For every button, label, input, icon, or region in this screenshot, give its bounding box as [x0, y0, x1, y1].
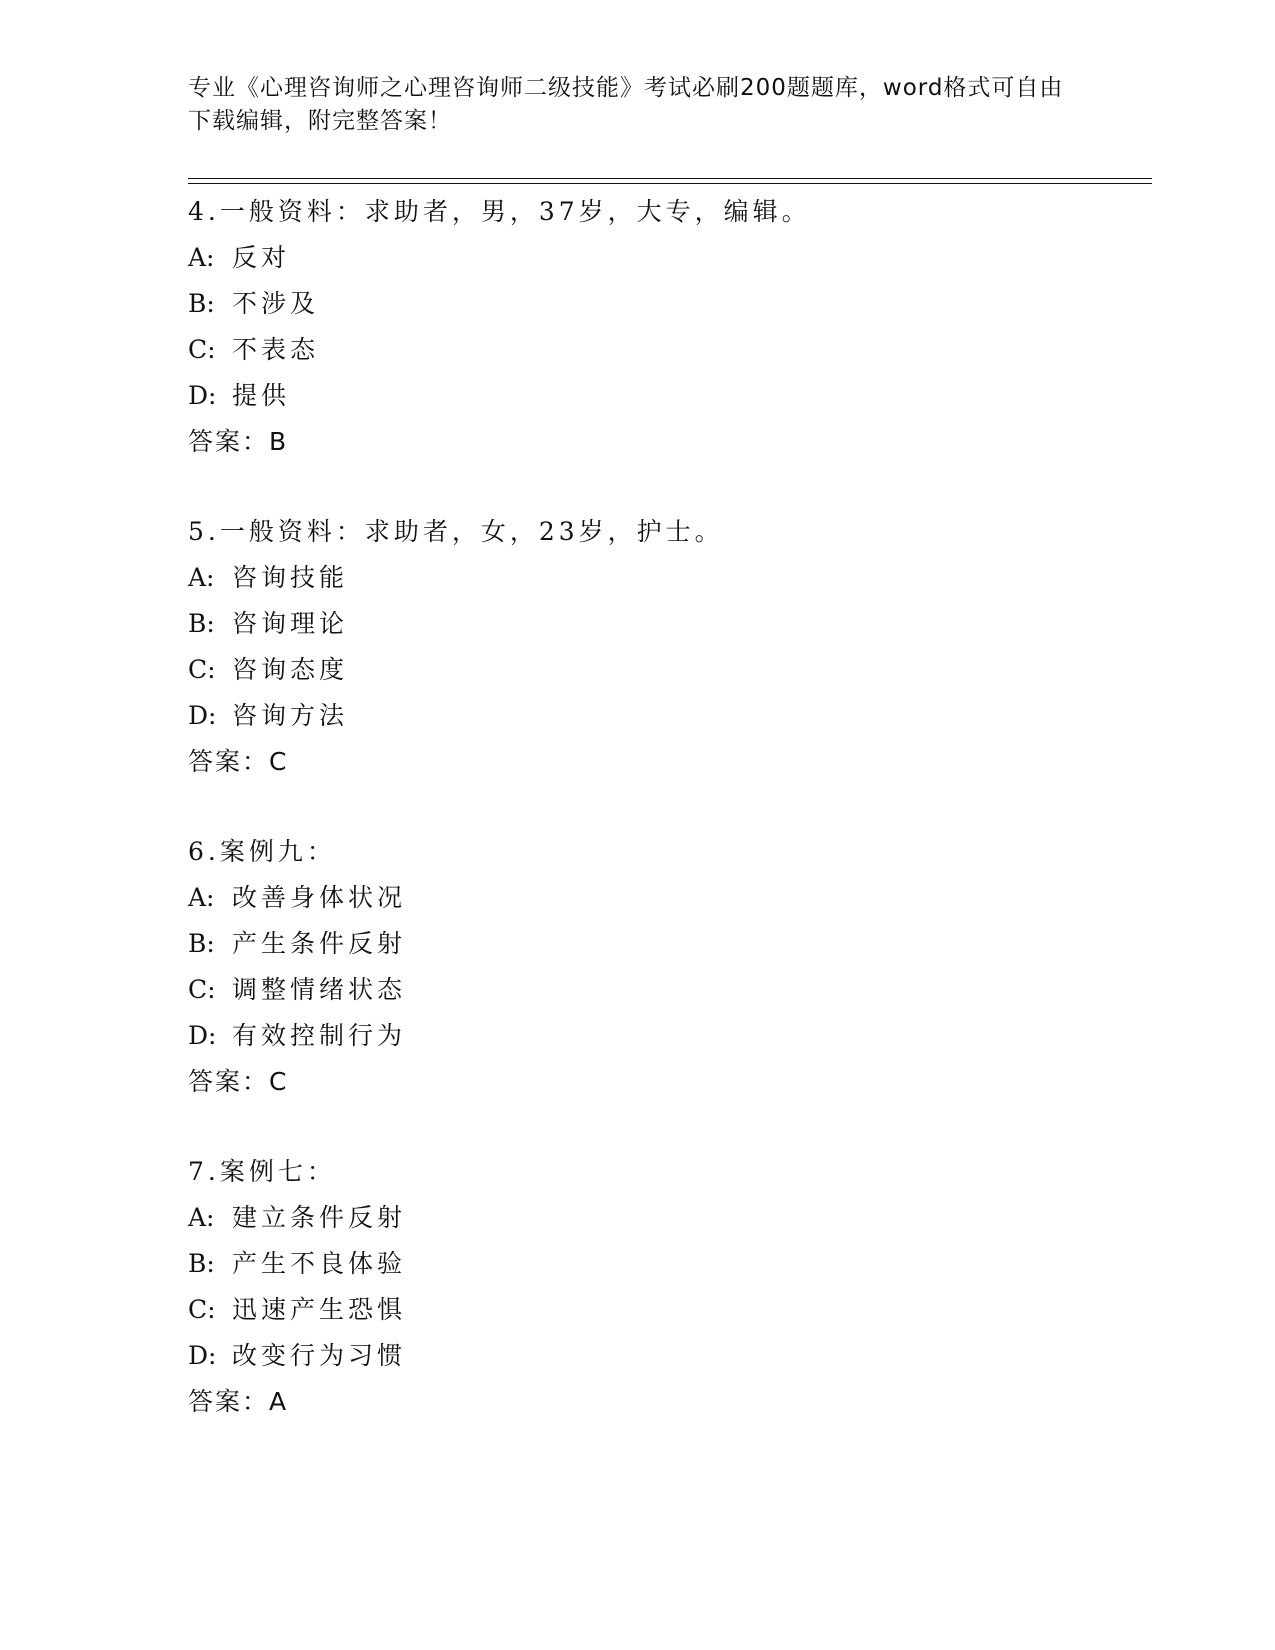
option-b [188, 601, 1152, 647]
option-text: 有效控制行为 [232, 1021, 407, 1050]
option-text: 咨询方法 [232, 701, 349, 730]
option-text: 建立条件反射 [232, 1203, 407, 1232]
option-letter: C: [188, 655, 216, 684]
option-letter: A: [188, 1203, 215, 1232]
question-answer: 答案：B [188, 427, 289, 456]
question-answer: 答案：C [188, 1067, 289, 1096]
option-text: 咨询理论 [232, 609, 349, 638]
option-b [188, 1241, 1152, 1287]
question-stem: 5.一般资料：求助者，女，23岁，护士。 [188, 517, 724, 546]
option-d [188, 373, 1152, 419]
option-b [188, 281, 1152, 327]
question-list [188, 189, 1152, 1469]
option-text: 产生不良体验 [232, 1249, 407, 1278]
option-text: 迅速产生恐惧 [232, 1295, 407, 1324]
question-answer: 答案：C [188, 747, 289, 776]
option-text: 不表态 [232, 335, 320, 364]
option-c [188, 327, 1152, 373]
option-letter: B: [188, 609, 215, 638]
option-a [188, 1195, 1152, 1241]
question-4 [188, 189, 1152, 465]
question-stem: 4.一般资料：求助者，男，37岁，大专，编辑。 [188, 197, 811, 226]
option-letter: B: [188, 929, 215, 958]
option-a [188, 875, 1152, 921]
header-divider-bottom [188, 183, 1152, 184]
option-letter: D: [188, 1341, 217, 1370]
option-letter: A: [188, 563, 215, 592]
option-letter: D: [188, 1021, 217, 1050]
option-letter: D: [188, 381, 217, 410]
option-letter: A: [188, 883, 215, 912]
option-text: 改变行为习惯 [232, 1341, 407, 1370]
option-d [188, 1013, 1152, 1059]
option-c [188, 1287, 1152, 1333]
option-letter: B: [188, 289, 215, 318]
option-text: 咨询技能 [232, 563, 349, 592]
option-text: 提供 [232, 381, 291, 410]
question-stem: 7.案例七： [188, 1157, 336, 1186]
question-5 [188, 509, 1152, 785]
option-text: 咨询态度 [232, 655, 349, 684]
question-6 [188, 829, 1152, 1105]
question-stem: 6.案例九： [188, 837, 336, 866]
option-text: 反对 [232, 243, 291, 272]
option-c [188, 647, 1152, 693]
header-divider-top [188, 178, 1152, 179]
option-letter: C: [188, 335, 216, 364]
option-text: 改善身体状况 [232, 883, 407, 912]
option-letter: D: [188, 701, 217, 730]
option-letter: C: [188, 975, 216, 1004]
option-a [188, 235, 1152, 281]
option-letter: A: [188, 243, 215, 272]
document-header: 专业《心理咨询师之心理咨询师二级技能》考试必刷200题题库，word格式可自由下载编辑，附完整答案！ [188, 75, 1064, 134]
option-text: 调整情绪状态 [232, 975, 407, 1004]
option-a [188, 555, 1152, 601]
question-7 [188, 1149, 1152, 1425]
option-d [188, 693, 1152, 739]
option-d [188, 1333, 1152, 1379]
option-letter: C: [188, 1295, 216, 1324]
option-text: 产生条件反射 [232, 929, 407, 958]
question-answer: 答案：A [188, 1387, 289, 1416]
option-b [188, 921, 1152, 967]
option-text: 不涉及 [232, 289, 320, 318]
option-c [188, 967, 1152, 1013]
option-letter: B: [188, 1249, 215, 1278]
